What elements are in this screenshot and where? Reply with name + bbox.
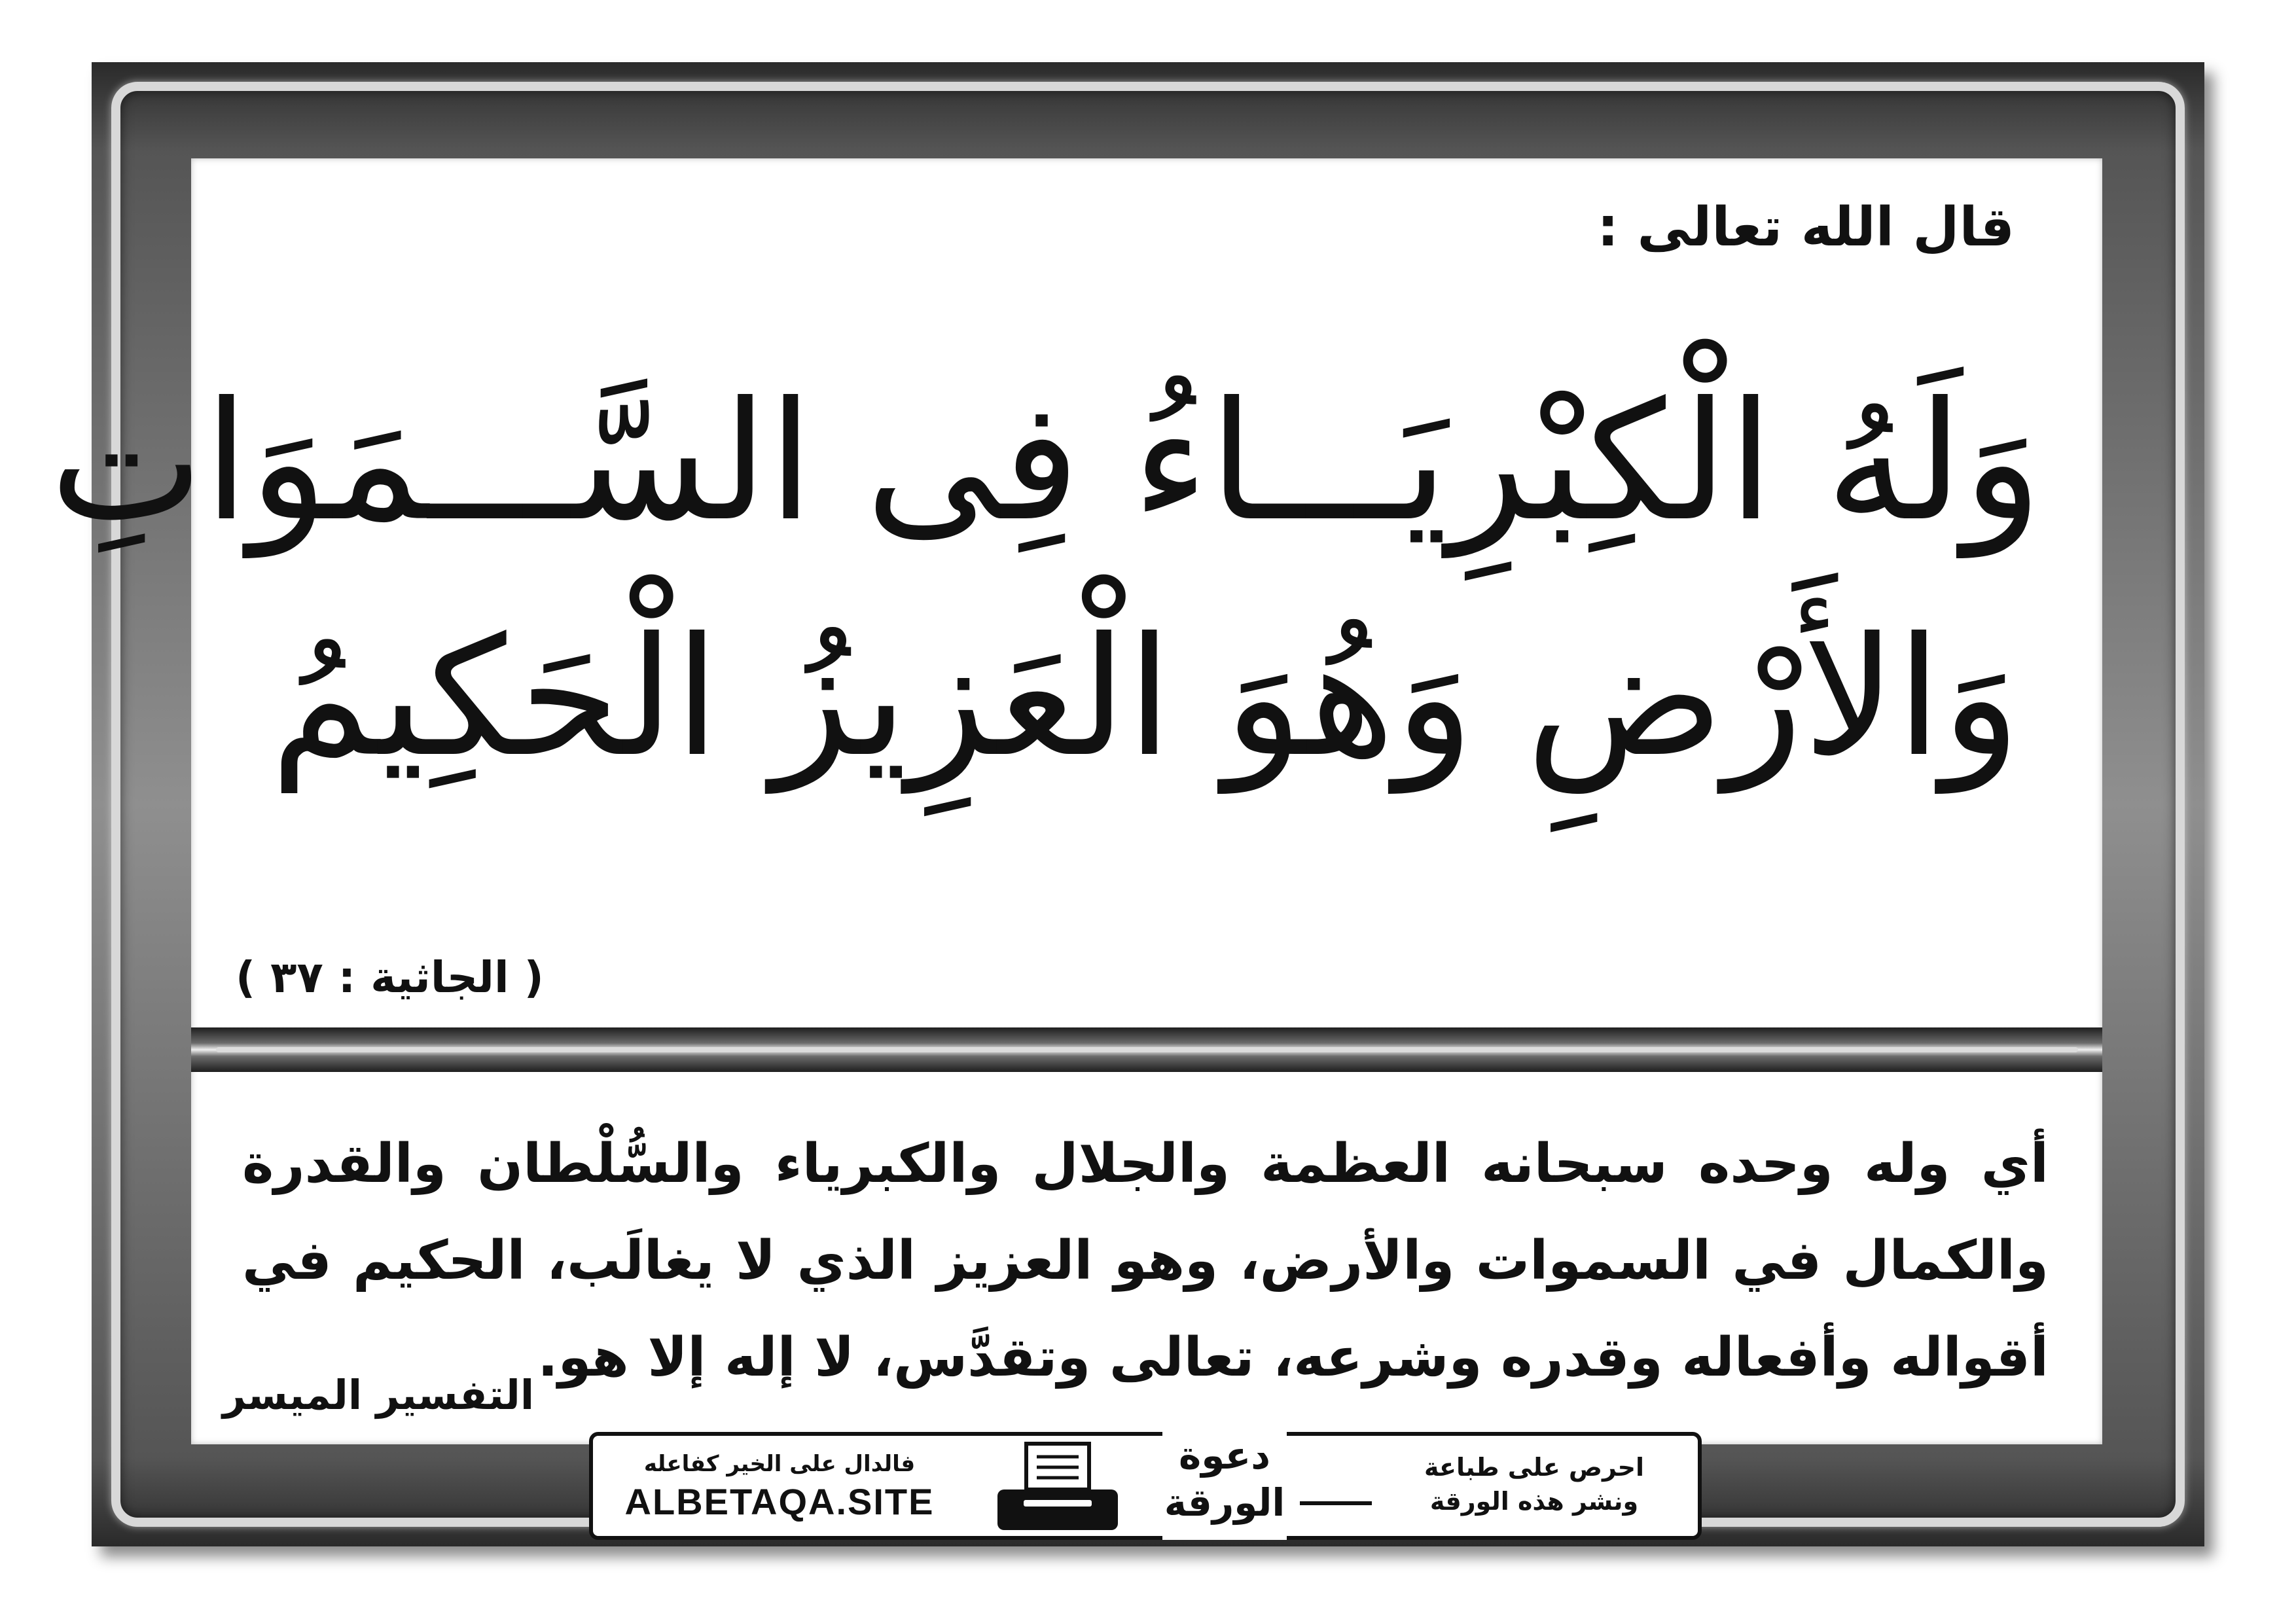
- verse-line-1: وَلَهُ الْكِبْرِيَـــاءُ فِى السَّـــمَوَاتِ: [49, 366, 2042, 557]
- footer-motto: فالدال على الخير كفاعله: [643, 1451, 916, 1477]
- footer-rule: [1300, 1501, 1372, 1505]
- printer-icon: [992, 1441, 1123, 1536]
- footer-note-line-1: احرص على طباعة: [1424, 1453, 1645, 1482]
- footer-note-line-2: ونشر هذه الورقة: [1429, 1487, 1639, 1516]
- logo-line-2: الورقة: [1164, 1480, 1285, 1525]
- dawat-alwaraqa-logo: [1162, 1432, 1287, 1540]
- divider-highlight: [216, 1047, 2078, 1052]
- verse-line-2: وَالأَرْضِ وَهُوَ الْعَزِيزُ الْحَكِيمُ: [270, 602, 2021, 793]
- logo-line-1: دعوة: [1179, 1433, 1270, 1478]
- footer-site-block: [613, 1449, 946, 1525]
- verse-heading: قال الله تعالى :: [1597, 196, 2015, 259]
- tafsir-source: التفسير الميسر: [223, 1371, 535, 1419]
- verse-reference: ( الجاثية : ٣٧ ): [236, 952, 544, 1003]
- tafsir-text: أي وله وحده سبحانه العظمة والجلال والكبرياء والسُّلْطان والقدرة والكمال في السموات والأرض، وهو العزيز الذي لا يغالَب، الحكيم في أقواله وأفعاله وقدره وشرعه، تعالى وتقدَّس، لا إله إلا هو.: [242, 1133, 2049, 1389]
- site-link[interactable]: ALBETAQA.SITE: [624, 1481, 935, 1522]
- footer-bar: [589, 1432, 1702, 1540]
- footer-note: [1397, 1450, 1672, 1518]
